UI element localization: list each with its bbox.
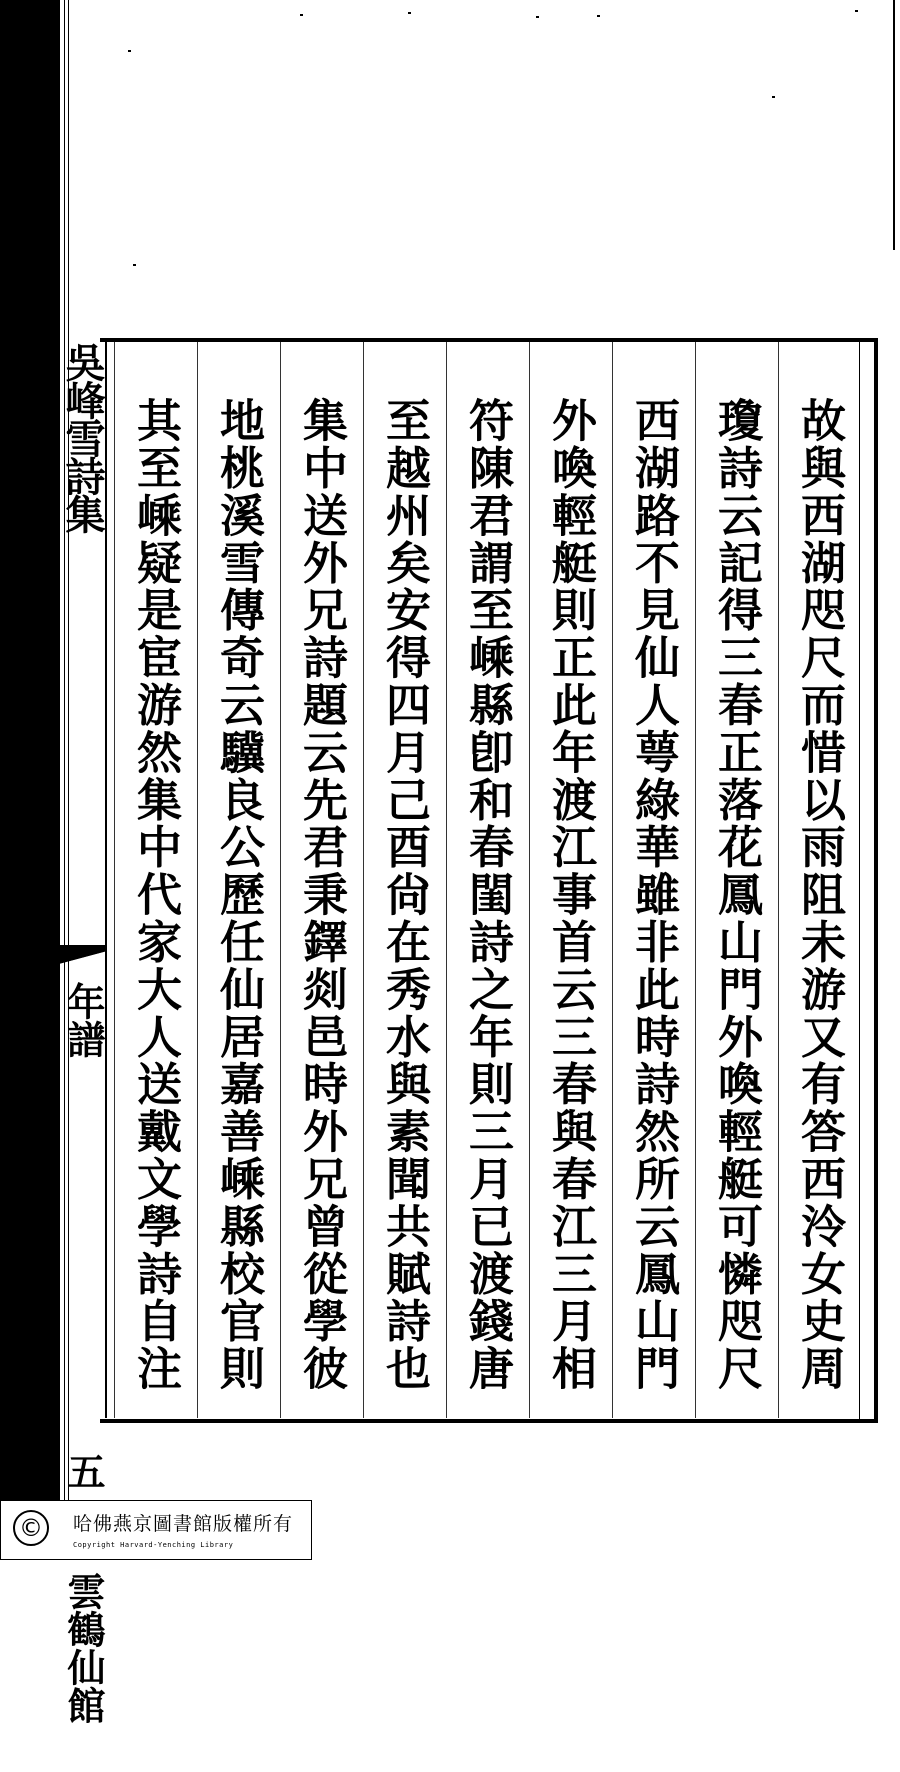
column-text: 外喚輕艇則正此年渡江事首云三春與春江三月相 [544,397,597,1393]
column-text: 地桃溪雪傳奇云驥良公歷任仙居嘉善嵊縣校官則 [212,397,265,1393]
ink-speck [536,16,539,18]
ink-speck [408,12,411,14]
column-text: 瓊詩云記得三春正落花鳳山門外喚輕艇可憐咫尺 [710,397,763,1393]
text-column [529,342,611,1418]
column-text: 至越州矣安得四月己酉尙在秀水與素聞共賦詩也 [378,397,431,1393]
text-column [363,342,445,1418]
column-text: 故與西湖咫尺而惜以雨阻未游又有答西泠女史周 [793,397,846,1393]
ink-speck [597,15,600,17]
ink-speck [855,10,858,12]
ink-speck [133,264,136,266]
text-column [778,342,860,1418]
text-column [446,342,528,1418]
section-label: 年譜 [61,982,106,1058]
text-column [695,342,777,1418]
page-edge [893,0,895,250]
text-column [612,342,694,1418]
column-text: 其至嵊疑是宦游然集中代家大人送戴文學詩自注 [129,397,182,1393]
page-number: 五 [61,1452,106,1490]
copyright-english: Copyright Harvard-Yenching Library [73,1541,234,1549]
text-column [197,342,279,1418]
ink-speck [772,96,775,98]
book-title: 吳峰雪詩集 [59,342,106,532]
ink-speck [128,50,131,52]
text-column [114,342,196,1418]
studio-name: 雲鶴仙館 [61,1572,106,1724]
column-text: 西湖路不見仙人萼綠華雖非此時詩然所云鳳山門 [627,397,680,1393]
fishtail-mark [57,945,105,975]
banxin-center-strip [55,342,107,1724]
ink-speck [300,14,303,16]
copyright-icon: © [13,1510,49,1546]
text-column [280,342,362,1418]
copyright-chinese: 哈佛燕京圖書館版權所有 [73,1513,294,1535]
column-text: 集中送外兄詩題云先君秉鐸剡邑時外兄曾從學彼 [295,397,348,1393]
book-spine [0,0,60,1500]
column-text: 符陳君謂至嵊縣卽和春閨詩之年則三月已渡錢唐 [461,397,514,1393]
copyright-stamp [0,1500,312,1560]
